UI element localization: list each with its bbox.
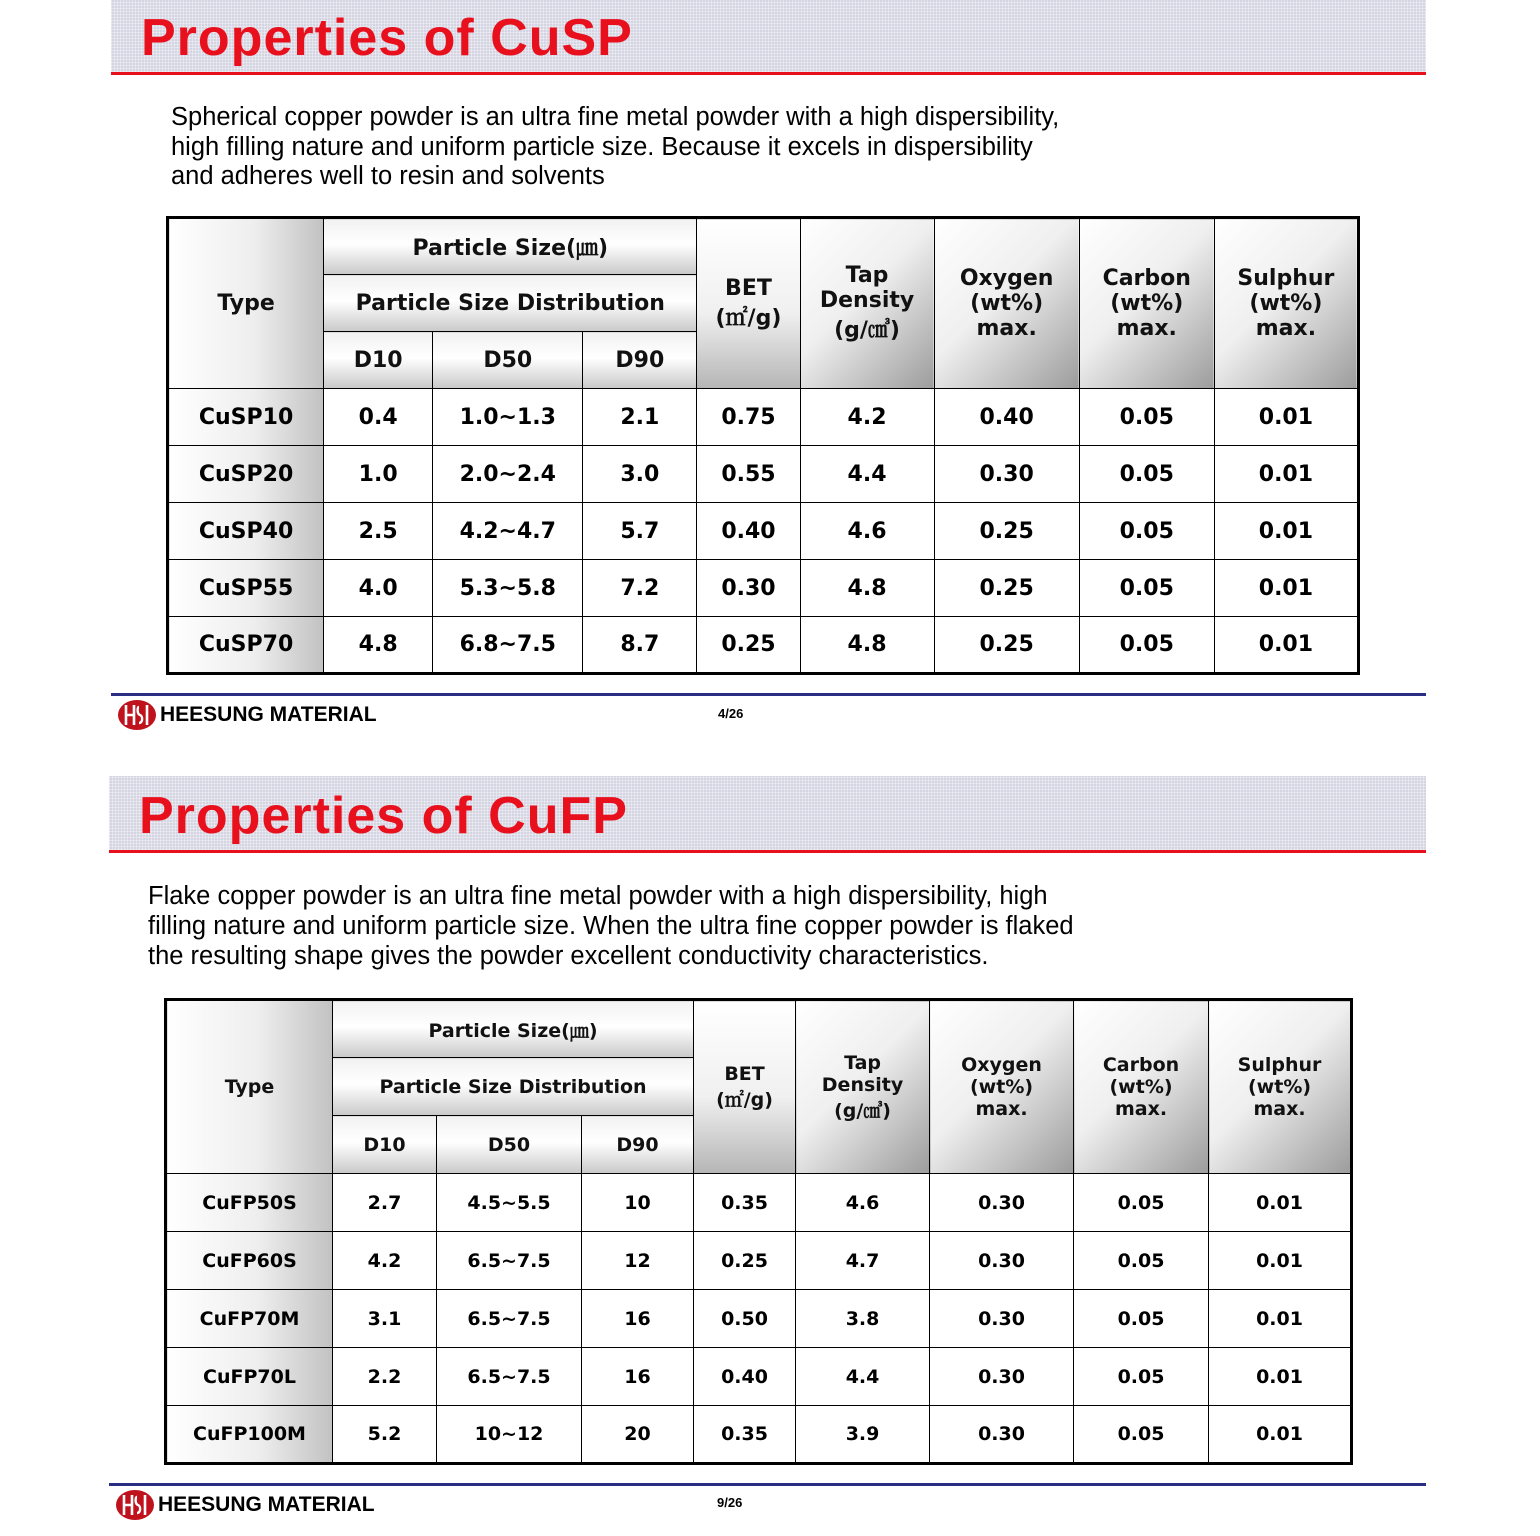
cell-tap: 4.6 — [800, 503, 934, 560]
cell-d50: 2.0~2.4 — [433, 446, 583, 503]
cell-d50: 6.5~7.5 — [437, 1290, 582, 1348]
cell-sulphur: 0.01 — [1214, 389, 1358, 446]
table-row — [166, 1174, 1352, 1232]
cell-oxygen: 0.25 — [934, 617, 1079, 674]
header-tap-line: Density — [821, 1073, 904, 1096]
cell-type: CuSP10 — [168, 389, 324, 446]
cell-d90: 3.0 — [583, 446, 697, 503]
cell-tap: 4.2 — [800, 389, 934, 446]
cell-carbon: 0.05 — [1079, 503, 1214, 560]
cell-type: CuFP100M — [166, 1406, 333, 1464]
cell-type: CuSP40 — [168, 503, 324, 560]
table-row — [166, 1406, 1352, 1464]
cell-bet: 0.35 — [694, 1174, 796, 1232]
header-bet-line: BET — [724, 1062, 765, 1085]
cell-d50: 10~12 — [437, 1406, 582, 1464]
cell-oxygen: 0.25 — [934, 503, 1079, 560]
header-tap-line: (g/㎤) — [834, 1099, 891, 1122]
cell-oxygen: 0.30 — [930, 1174, 1074, 1232]
cell-carbon: 0.05 — [1079, 446, 1214, 503]
header-sulphur-line: max. — [1253, 1098, 1306, 1120]
header-bet-line: (㎡/g) — [715, 305, 782, 331]
cell-oxygen: 0.30 — [930, 1290, 1074, 1348]
page-number: 4/26 — [718, 706, 744, 721]
header-d90: D90 — [583, 332, 697, 389]
table-row — [168, 503, 1359, 560]
cell-sulphur: 0.01 — [1209, 1348, 1352, 1406]
header-d50: D50 — [433, 332, 583, 389]
description-line: Spherical copper powder is an ultra fine metal powder with a high dispersibility, — [171, 103, 1060, 131]
header-carbon-line: max. — [1114, 1098, 1168, 1120]
title-underline — [111, 72, 1426, 75]
header-oxygen — [934, 218, 1079, 389]
header-oxygen-line: max. — [976, 316, 1037, 341]
cell-d10: 4.2 — [333, 1232, 437, 1290]
cell-sulphur: 0.01 — [1214, 617, 1358, 674]
header-carbon — [1074, 1000, 1209, 1174]
cell-sulphur: 0.01 — [1214, 446, 1358, 503]
header-sulphur-line: Sulphur — [1237, 266, 1335, 291]
header-d90: D90 — [582, 1116, 694, 1174]
cell-sulphur: 0.01 — [1214, 503, 1358, 560]
header-sulphur-line: (wt%) — [1249, 291, 1323, 316]
cell-d10: 2.7 — [333, 1174, 437, 1232]
header-distribution: Particle Size Distribution — [324, 275, 697, 332]
header-d10: D10 — [333, 1116, 437, 1174]
heesung-logo-icon — [117, 699, 157, 731]
header-carbon-line: Carbon — [1102, 1054, 1180, 1076]
description-line: filling nature and uniform particle size. When the ultra fine copper powder is flaked — [148, 912, 1074, 940]
cell-oxygen: 0.30 — [934, 446, 1079, 503]
cell-type: CuFP70L — [166, 1348, 333, 1406]
cell-tap: 4.7 — [796, 1232, 930, 1290]
company-name: HEESUNG MATERIAL — [158, 1493, 375, 1516]
cell-bet: 0.35 — [694, 1406, 796, 1464]
cell-tap: 4.4 — [800, 446, 934, 503]
table-row — [168, 560, 1359, 617]
header-sulphur-line: Sulphur — [1237, 1054, 1322, 1076]
header-oxygen — [930, 1000, 1074, 1174]
cell-d10: 4.0 — [324, 560, 433, 617]
header-oxygen-line: (wt%) — [970, 1076, 1034, 1098]
cell-d10: 0.4 — [324, 389, 433, 446]
cell-carbon: 0.05 — [1079, 560, 1214, 617]
cell-d90: 7.2 — [583, 560, 697, 617]
page-number: 9/26 — [717, 1495, 743, 1510]
cell-d10: 2.5 — [324, 503, 433, 560]
header-carbon — [1079, 218, 1214, 389]
cell-d90: 20 — [582, 1406, 694, 1464]
table-row — [168, 446, 1359, 503]
header-tap-density — [800, 218, 934, 389]
cell-sulphur: 0.01 — [1214, 560, 1358, 617]
description — [171, 103, 1371, 192]
cell-carbon: 0.05 — [1074, 1232, 1209, 1290]
header-type: Type — [166, 1000, 333, 1174]
cell-carbon: 0.05 — [1074, 1348, 1209, 1406]
header-distribution: Particle Size Distribution — [333, 1058, 694, 1116]
header-oxygen-line: (wt%) — [970, 291, 1044, 316]
footer-rule — [111, 693, 1426, 696]
slide-cusp — [0, 0, 1540, 760]
cell-type: CuFP50S — [166, 1174, 333, 1232]
cell-type: CuFP70M — [166, 1290, 333, 1348]
cell-oxygen: 0.40 — [934, 389, 1079, 446]
cell-sulphur: 0.01 — [1209, 1406, 1352, 1464]
cell-tap: 4.8 — [800, 560, 934, 617]
cell-carbon: 0.05 — [1079, 617, 1214, 674]
table-row — [166, 1348, 1352, 1406]
header-oxygen-line: max. — [975, 1098, 1028, 1120]
cell-carbon: 0.05 — [1074, 1406, 1209, 1464]
header-oxygen-line: Oxygen — [961, 1054, 1042, 1076]
cell-d90: 12 — [582, 1232, 694, 1290]
cell-bet: 0.75 — [697, 389, 800, 446]
header-tap-line: (g/㎤) — [834, 318, 900, 343]
header-carbon-line: (wt%) — [1110, 291, 1184, 316]
cell-d90: 5.7 — [583, 503, 697, 560]
cell-d90: 16 — [582, 1348, 694, 1406]
cell-oxygen: 0.30 — [930, 1406, 1074, 1464]
page-title: Properties of CuFP — [139, 787, 628, 845]
header-carbon-line: (wt%) — [1109, 1076, 1173, 1098]
cell-bet: 0.25 — [694, 1232, 796, 1290]
cell-sulphur: 0.01 — [1209, 1232, 1352, 1290]
cell-carbon: 0.05 — [1079, 389, 1214, 446]
header-sulphur — [1214, 218, 1358, 389]
header-oxygen-line: Oxygen — [959, 266, 1054, 291]
company-name: HEESUNG MATERIAL — [160, 703, 377, 726]
header-bet — [697, 218, 800, 389]
page-title: Properties of CuSP — [141, 9, 633, 67]
cell-bet: 0.40 — [694, 1348, 796, 1406]
cell-d50: 6.8~7.5 — [433, 617, 583, 674]
table-row — [168, 389, 1359, 446]
cell-sulphur: 0.01 — [1209, 1290, 1352, 1348]
heesung-logo-icon — [115, 1489, 155, 1521]
cell-d90: 2.1 — [583, 389, 697, 446]
cell-d90: 10 — [582, 1174, 694, 1232]
properties-table — [166, 216, 1360, 675]
cell-d50: 1.0~1.3 — [433, 389, 583, 446]
header-particle-size: Particle Size(㎛) — [324, 218, 697, 275]
cell-d10: 1.0 — [324, 446, 433, 503]
description-line: the resulting shape gives the powder excellent conductivity characteristics. — [148, 942, 989, 970]
header-tap-density — [796, 1000, 930, 1174]
cell-d50: 4.5~5.5 — [437, 1174, 582, 1232]
header-tap-line: Tap — [845, 263, 889, 288]
cell-d90: 8.7 — [583, 617, 697, 674]
cell-tap: 3.8 — [796, 1290, 930, 1348]
cell-d90: 16 — [582, 1290, 694, 1348]
cell-d50: 5.3~5.8 — [433, 560, 583, 617]
slide-cufp — [0, 776, 1540, 1536]
description-line: high filling nature and uniform particle size. Because it excels in dispersibility — [171, 132, 1033, 161]
header-bet-line: BET — [725, 275, 772, 301]
description-line: and adheres well to resin and solvents — [171, 162, 605, 190]
cell-tap: 4.4 — [796, 1348, 930, 1406]
cell-d10: 3.1 — [333, 1290, 437, 1348]
header-sulphur — [1209, 1000, 1352, 1174]
table-row — [168, 617, 1359, 674]
cell-d50: 6.5~7.5 — [437, 1232, 582, 1290]
cell-type: CuSP20 — [168, 446, 324, 503]
cell-oxygen: 0.25 — [934, 560, 1079, 617]
cell-bet: 0.55 — [697, 446, 800, 503]
cell-d50: 6.5~7.5 — [437, 1348, 582, 1406]
cell-bet: 0.30 — [697, 560, 800, 617]
cell-bet: 0.25 — [697, 617, 800, 674]
cell-type: CuSP70 — [168, 617, 324, 674]
title-underline — [109, 850, 1426, 853]
header-bet-line: (㎡/g) — [716, 1088, 773, 1111]
header-carbon-line: Carbon — [1102, 266, 1191, 291]
header-d50: D50 — [437, 1116, 582, 1174]
cell-bet: 0.40 — [697, 503, 800, 560]
header-sulphur-line: max. — [1255, 316, 1317, 341]
header-carbon-line: max. — [1116, 316, 1177, 341]
header-bet — [694, 1000, 796, 1174]
cell-oxygen: 0.30 — [930, 1232, 1074, 1290]
header-d10: D10 — [324, 332, 433, 389]
header-sulphur-line: (wt%) — [1248, 1076, 1312, 1098]
cell-tap: 4.6 — [796, 1174, 930, 1232]
cell-sulphur: 0.01 — [1209, 1174, 1352, 1232]
cell-tap: 4.8 — [800, 617, 934, 674]
cell-d10: 2.2 — [333, 1348, 437, 1406]
table-row — [166, 1232, 1352, 1290]
footer-rule — [109, 1483, 1426, 1486]
cell-carbon: 0.05 — [1074, 1174, 1209, 1232]
header-tap-line: Tap — [844, 1051, 881, 1074]
header-particle-size: Particle Size(㎛) — [333, 1000, 694, 1058]
cell-type: CuFP60S — [166, 1232, 333, 1290]
cell-bet: 0.50 — [694, 1290, 796, 1348]
table-row — [166, 1290, 1352, 1348]
cell-d10: 5.2 — [333, 1406, 437, 1464]
description-line: Flake copper powder is an ultra fine metal powder with a high dispersibility, high — [148, 882, 1048, 910]
cell-carbon: 0.05 — [1074, 1290, 1209, 1348]
cell-type: CuSP55 — [168, 560, 324, 617]
cell-oxygen: 0.30 — [930, 1348, 1074, 1406]
cell-tap: 3.9 — [796, 1406, 930, 1464]
properties-table — [164, 998, 1353, 1465]
header-type: Type — [168, 218, 324, 389]
cell-d50: 4.2~4.7 — [433, 503, 583, 560]
description — [148, 881, 1388, 971]
cell-d10: 4.8 — [324, 617, 433, 674]
header-tap-line: Density — [819, 288, 915, 313]
